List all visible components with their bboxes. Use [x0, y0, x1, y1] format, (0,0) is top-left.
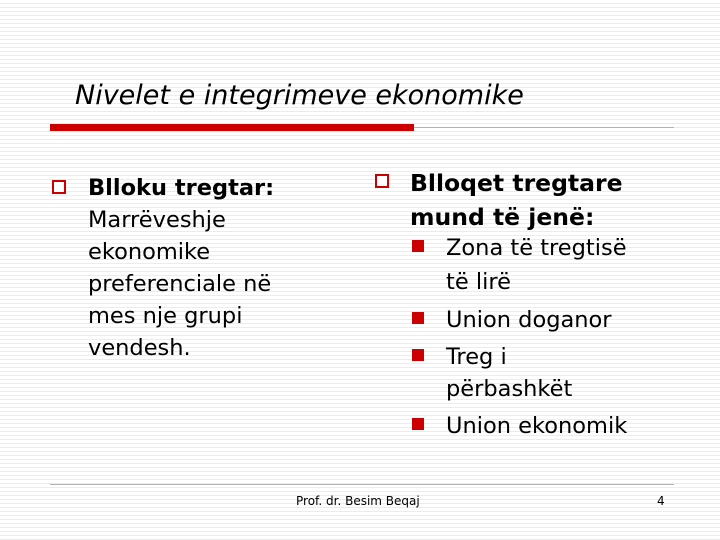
footer-rule [50, 484, 674, 485]
filled-square-bullet-icon [412, 349, 424, 361]
filled-square-bullet-icon [412, 312, 424, 324]
filled-square-bullet-icon [412, 240, 424, 252]
list-item: Union ekonomik [446, 413, 628, 439]
hollow-square-bullet-icon [52, 180, 66, 194]
right-heading-line: mund të jenë: [410, 203, 595, 231]
list-item: Union doganor [446, 307, 612, 333]
left-body-line: vendesh. [88, 335, 191, 361]
title-underline-accent [50, 124, 414, 131]
footer-author: Prof. dr. Besim Beqaj [296, 494, 420, 508]
left-body-line: mes nje grupi [88, 303, 243, 329]
list-item: Treg i [446, 344, 507, 370]
slide-title: Nivelet e integrimeve ekonomike [75, 80, 524, 111]
left-body-line: ekonomike [88, 239, 211, 265]
left-body-line: preferenciale në [88, 271, 272, 297]
list-item-continuation: përbashkët [446, 376, 573, 402]
right-heading-line: Blloqet tregtare [410, 169, 623, 197]
list-item-continuation: të lirë [446, 269, 511, 295]
left-body-line: Marrëveshje [88, 207, 226, 233]
page-number: 4 [657, 494, 665, 508]
list-item: Zona të tregtisë [446, 235, 627, 261]
hollow-square-bullet-icon [375, 174, 389, 188]
filled-square-bullet-icon [412, 418, 424, 430]
left-heading: Blloku tregtar: [88, 175, 275, 201]
title-underline-rule [414, 127, 674, 128]
